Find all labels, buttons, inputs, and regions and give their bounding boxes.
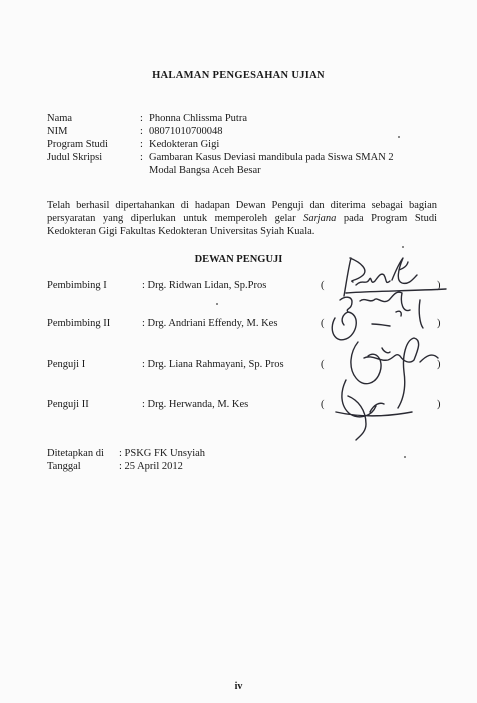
info-value: Kedokteran Gigi [149,139,220,150]
scan-speck [404,456,406,458]
statement-text-end: pada Program Studi Kedokteran Gigi Fakultas Kedokteran Universitas Syiah Kuala. [47,213,437,237]
info-colon: : [140,152,143,163]
info-colon: : [140,139,143,150]
paren-open: ( [321,359,325,370]
info-label: Program Studi [47,139,108,150]
approval-statement [47,199,437,238]
student-info [47,112,429,177]
page-title: HALAMAN PENGESAHAN UJIAN [152,70,325,81]
footer-label: Tanggal [47,461,81,472]
page-number: iv [234,681,243,692]
footer-row-place [47,447,205,460]
info-colon: : [140,113,143,124]
scan-speck [216,303,218,305]
paren-close: ) [437,359,441,370]
info-row-name [47,112,429,125]
info-colon: : [140,126,143,137]
footer-value: : 25 April 2012 [119,461,183,472]
paren-open: ( [321,399,325,410]
board-member-name: : Drg. Herwanda, M. Kes [142,399,249,410]
board-role: Pembimbing I [47,280,107,291]
board-member-name: : Drg. Liana Rahmayani, Sp. Pros [142,359,284,370]
paren-open: ( [321,280,325,291]
info-label: NIM [47,126,68,137]
statement-text: Telah berhasil dipertahankan di hadapan Dewan Penguji dan diterima sebagai bagian persyaratan yang diperlukan untuk memperoleh gelar [47,200,437,224]
info-value: 08071010700048 [149,126,223,137]
info-value: Gambaran Kasus Deviasi mandibula pada Siswa SMAN 2 [149,152,394,163]
board-role: Pembimbing II [47,318,111,329]
board-role: Penguji I [47,359,86,370]
board-row [47,280,447,296]
info-row-nim [47,125,429,138]
info-label: Judul Skripsi [47,152,103,163]
paren-close: ) [437,280,441,291]
footer-info [47,447,205,473]
info-value: Phonna Chlissma Putra [149,113,248,124]
scan-speck [402,246,404,248]
info-row-thesis-cont [47,164,429,177]
board-row [47,359,447,375]
footer-label: Ditetapkan di [47,448,104,459]
paren-open: ( [321,318,325,329]
info-label: Nama [47,113,73,124]
info-label [47,164,140,177]
degree-name: Sarjana [303,213,337,224]
info-value: Modal Bangsa Aceh Besar [149,165,261,176]
board-row [47,399,447,415]
info-colon [140,164,149,177]
paren-close: ) [437,399,441,410]
footer-value: : PSKG FK Unsyiah [119,448,206,459]
board-title: DEWAN PENGUJI [194,254,283,265]
info-row-thesis [47,151,429,164]
board-member-name: : Drg. Andriani Effendy, M. Kes [142,318,278,329]
board-role: Penguji II [47,399,89,410]
board-member-name: : Drg. Ridwan Lidan, Sp.Pros [142,280,267,291]
board-row [47,318,447,334]
paren-close: ) [437,318,441,329]
footer-row-date [47,460,205,473]
info-row-program [47,138,429,151]
scan-speck [398,136,400,138]
